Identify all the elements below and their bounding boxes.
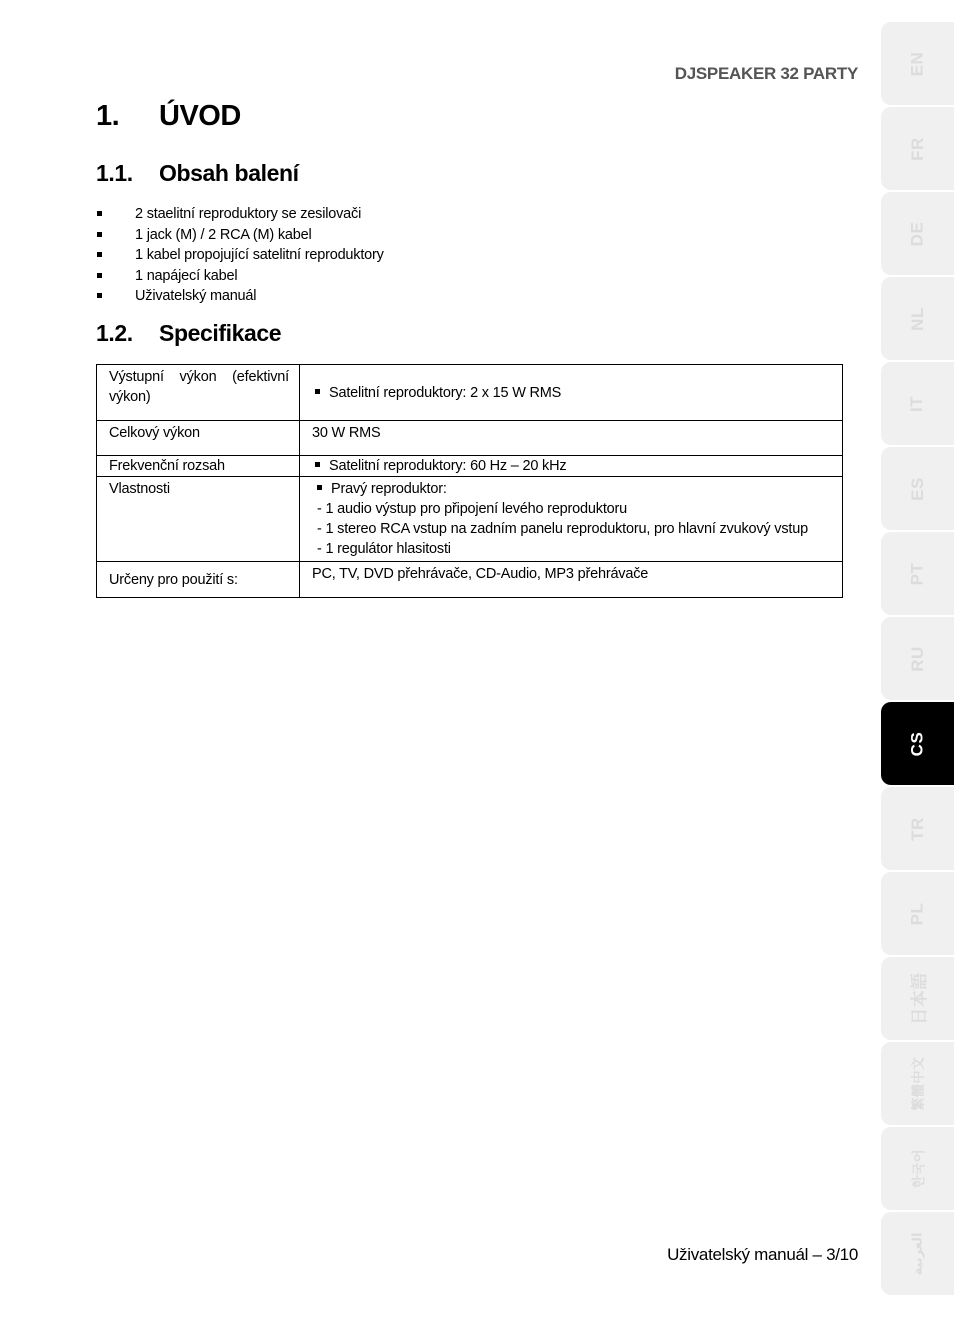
tab-pl[interactable]: PL xyxy=(881,872,954,955)
tab-it[interactable]: IT xyxy=(881,362,954,445)
spec-value: Pravý reproduktor: - 1 audio výstup pro připojení levého reproduktoru - 1 stereo RCA vstup na zadním panelu reproduktoru, pro hlavní zvukový vstup - 1 regulátor hlasitosti xyxy=(300,477,843,562)
table-row xyxy=(97,421,843,456)
section-1-1-heading xyxy=(96,160,299,187)
product-header: DJSPEAKER 32 PARTY xyxy=(674,64,858,83)
package-contents-list xyxy=(96,204,384,307)
section-number: 1.2. xyxy=(96,320,133,346)
bullet-icon xyxy=(315,389,320,394)
section-number: 1.1. xyxy=(96,160,133,186)
tab-nl[interactable]: NL xyxy=(881,277,954,360)
list-item: 1 jack (M) / 2 RCA (M) kabel xyxy=(96,225,384,246)
section-1-heading xyxy=(96,100,241,133)
bullet-icon xyxy=(315,462,320,467)
page-footer: Uživatelský manuál – 3/10 xyxy=(667,1245,858,1264)
section-1-2-heading xyxy=(96,320,281,347)
section-title: Obsah balení xyxy=(159,160,299,186)
section-title: Specifikace xyxy=(159,320,282,346)
tab-ja[interactable]: 日本語 xyxy=(881,957,954,1040)
spec-label: Určeny pro použití s: xyxy=(97,562,300,598)
spec-value: Satelitní reproduktory: 60 Hz – 20 kHz xyxy=(300,456,843,477)
table-row xyxy=(97,562,843,598)
tab-fr[interactable]: FR xyxy=(881,107,954,190)
table-row xyxy=(97,477,843,562)
section-title: ÚVOD xyxy=(159,100,241,132)
tab-cs[interactable]: CS xyxy=(881,702,954,785)
bullet-icon xyxy=(317,485,322,490)
tab-es[interactable]: ES xyxy=(881,447,954,530)
tab-ko[interactable]: 한국어 xyxy=(881,1127,954,1210)
spec-value: Satelitní reproduktory: 2 x 15 W RMS xyxy=(300,365,843,421)
spec-value: 30 W RMS xyxy=(300,421,843,456)
spec-label: Frekvenční rozsah xyxy=(97,456,300,477)
list-item: Uživatelský manuál xyxy=(96,286,384,307)
tab-de[interactable]: DE xyxy=(881,192,954,275)
tab-tr[interactable]: TR xyxy=(881,787,954,870)
spec-label: Celkový výkon xyxy=(97,421,300,456)
spec-table xyxy=(96,364,843,598)
tab-zh[interactable]: 繁體中文 xyxy=(881,1042,954,1125)
list-item: 1 napájecí kabel xyxy=(96,266,384,287)
tab-pt[interactable]: PT xyxy=(881,532,954,615)
spec-value: PC, TV, DVD přehrávače, CD-Audio, MP3 přehrávače xyxy=(300,562,843,598)
tab-en[interactable]: EN xyxy=(881,22,954,105)
tab-ru[interactable]: RU xyxy=(881,617,954,700)
list-item: 1 kabel propojující satelitní reproduktory xyxy=(96,245,384,266)
section-number: 1. xyxy=(96,100,120,132)
table-row xyxy=(97,456,843,477)
list-item: 2 staelitní reproduktory se zesilovači xyxy=(96,204,384,225)
table-row xyxy=(97,365,843,421)
tab-ar[interactable]: العربية xyxy=(881,1212,954,1295)
spec-label: Výstupní výkon (efektivní výkon) xyxy=(97,365,300,421)
spec-label: Vlastnosti xyxy=(97,477,300,562)
